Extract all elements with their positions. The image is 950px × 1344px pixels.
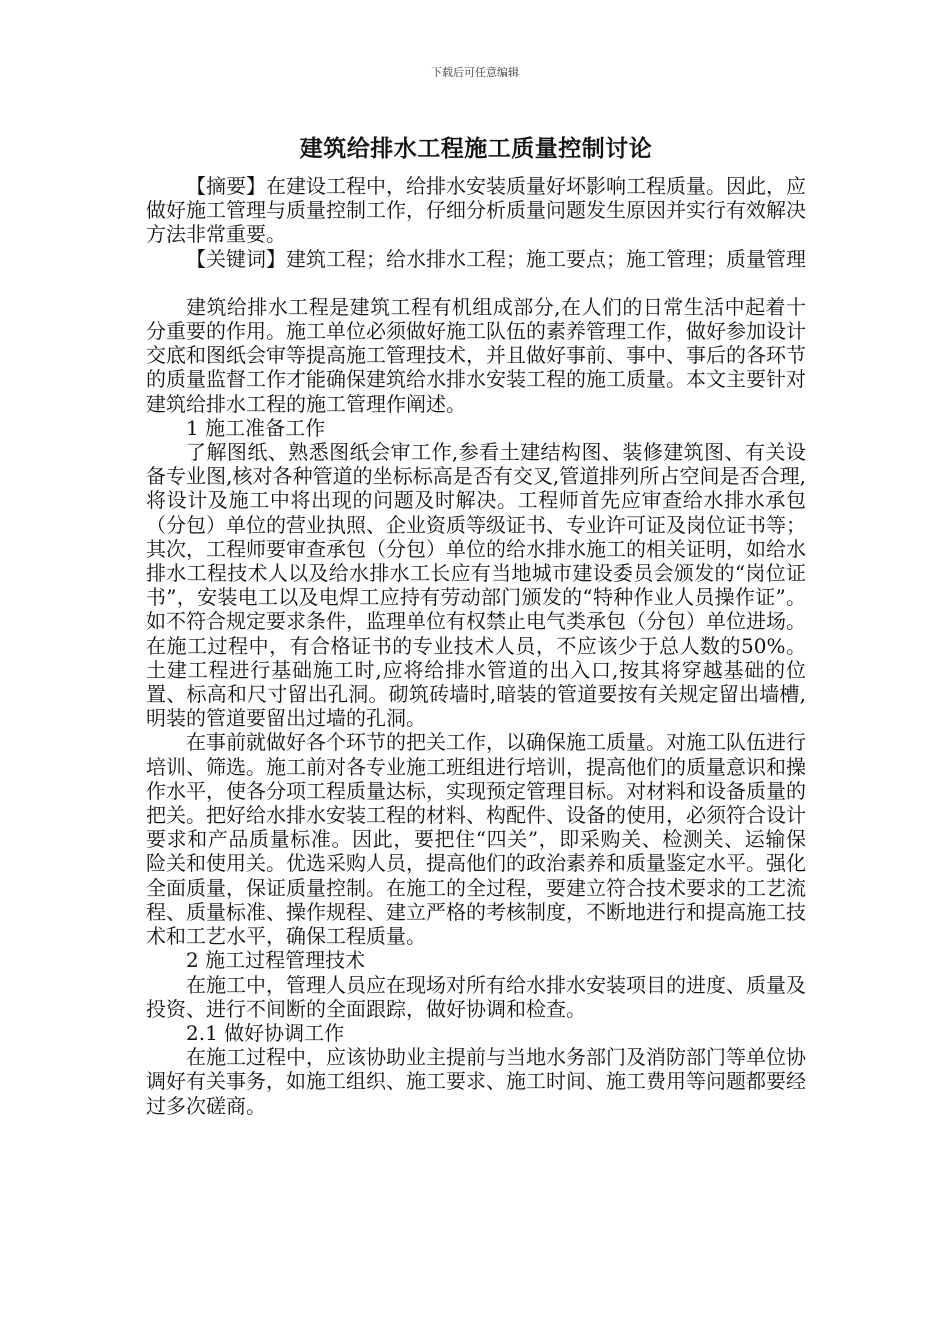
header-note: 下载后可任意编辑 — [431, 66, 519, 79]
paragraph-gap — [146, 271, 806, 295]
section-heading-1: 1 施工准备工作 — [186, 415, 326, 440]
section-2-1-paragraph-1: 在施工过程中，应该协助业主提前与当地水务部门及消防部门等单位协调好有关事务，如施工组织、施工要求、施工时间、施工费用等问题都要经过多次磋商。 — [146, 1045, 806, 1118]
section-1-paragraph-1: 了解图纸、熟悉图纸会审工作,参看土建结构图、装修建筑图、有关设备专业图,核对各种管道的坐标标高是否有交叉,管道排列所占空间是否合理,将设计及施工中将出现的问题及时解决。工程师首先应审查给水排水承包（分包）单位的营业执照、企业资质等级证书、专业许可证及岗位证书等；其次，工程师要审查承包（分包）单位的给水排水施工的相关证明，如给水排水工程技术人以及给水排水工长应有当地城市建设委员会颁发的“岗位证书”，安装电工以及电焊工应持有劳动部门颁发的“特种作业人员操作证”。如不符合规定要求条件，监理单位有权禁止电气类承包（分包）单位进场。在施工过程中，有合格证书的专业技术人员，不应该少于总人数的50%。土建工程进行基础施工时,应将给排水管道的出入口,按其将穿越基础的位置、标高和尺寸留出孔洞。砌筑砖墙时,暗装的管道要按有关规定留出墙槽,明装的管道要留出过墙的孔洞。 — [146, 440, 806, 731]
document-title: 建筑给排水工程施工质量控制讨论 — [299, 135, 653, 162]
section-heading-2-1: 2.1 做好协调工作 — [186, 1020, 345, 1045]
section-2-paragraph-1: 在施工中，管理人员应在现场对所有给水排水安装项目的进度、质量及投资、进行不间断的全面跟踪，做好协调和检查。 — [146, 972, 806, 1021]
document-body — [146, 174, 806, 1118]
section-heading-2: 2 施工过程管理技术 — [186, 948, 366, 973]
intro-paragraph: 建筑给排水工程是建筑工程有机组成部分,在人们的日常生活中起着十分重要的作用。施工单位必须做好施工队伍的素养管理工作，做好参加设计交底和图纸会审等提高施工管理技术，并且做好事前、事中、事后的各环节的质量监督工作才能确保建筑给水排水安装工程的施工质量。本文主要针对建筑给排水工程的施工管理作阐述。 — [146, 294, 806, 416]
section-1-paragraph-2: 在事前就做好各个环节的把关工作，以确保施工质量。对施工队伍进行培训、筛选。施工前对各专业施工班组进行培训，提高他们的质量意识和操作水平，使各分项工程质量达标，实现预定管理目标。对材料和设备质量的把关。把好给水排水安装工程的材料、构配件、设备的使用，必须符合设计要求和产品质量标准。因此，要把住“四关”，即采购关、检测关、运输保险关和使用关。优选采购人员，提高他们的政治素养和质量鉴定水平。强化全面质量，保证质量控制。在施工的全过程，要建立符合技术要求的工艺流程、质量标准、操作规程、建立严格的考核制度，不断地进行和提高施工技术和工艺水平，确保工程质量。 — [146, 730, 806, 949]
keywords-paragraph: 【关键词】建筑工程；给水排水工程；施工要点；施工管理；质量管理 — [186, 246, 806, 271]
abstract-paragraph: 【摘要】在建设工程中，给排水安装质量好坏影响工程质量。因此，应做好施工管理与质量控制工作，仔细分析质量问题发生原因并实行有效解决方法非常重要。 — [146, 174, 806, 247]
